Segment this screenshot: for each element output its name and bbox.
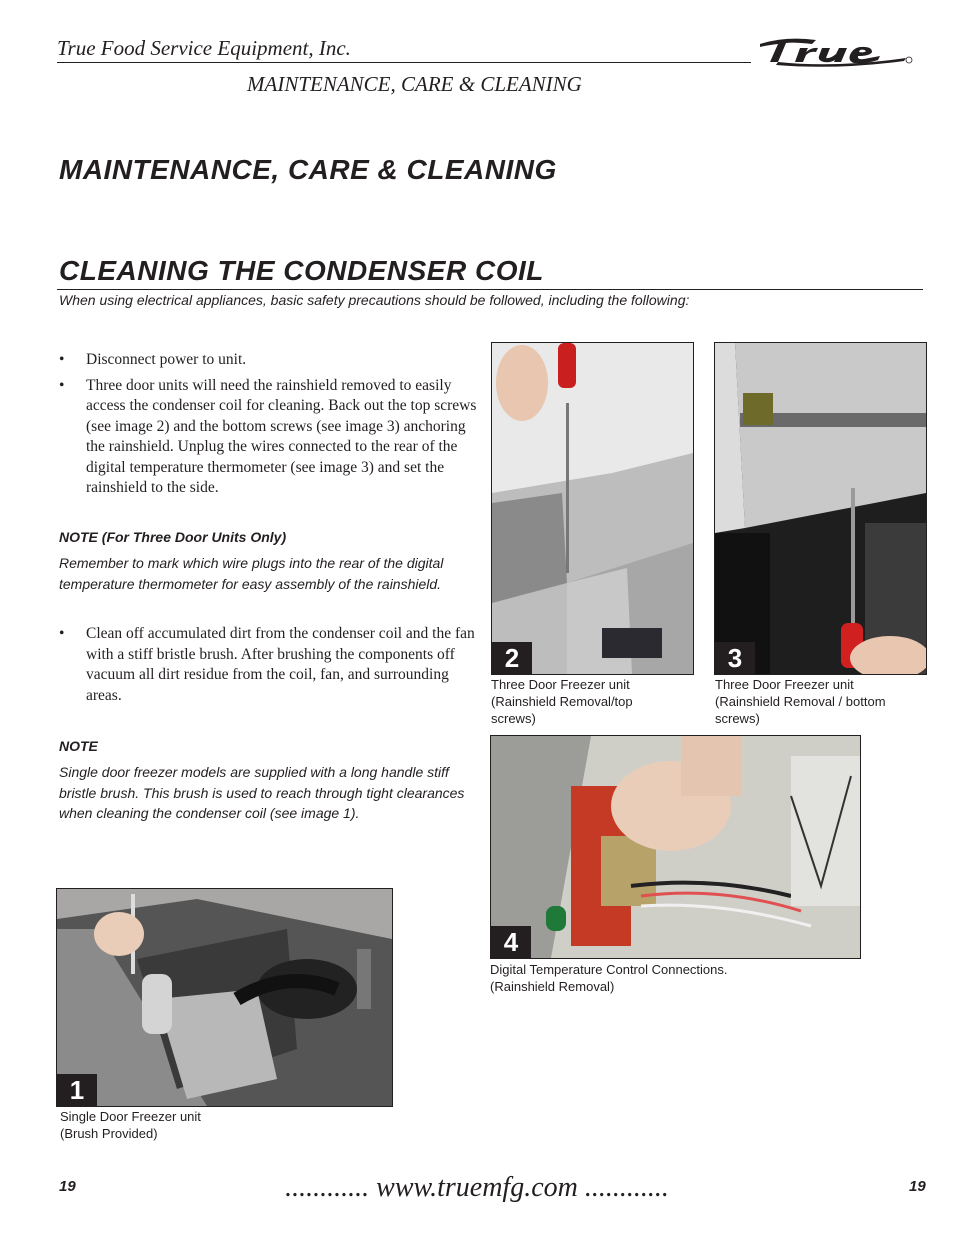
company-name: True Food Service Equipment, Inc. [57,36,351,60]
photo-rainshield-bottom-screws [714,342,927,675]
section-heading: CLEANING THE CONDENSER COIL [59,255,544,286]
section-rule [57,289,923,290]
header-rule [57,62,751,63]
bullet-list-1 [59,350,479,504]
caption-image-2: Three Door Freezer unit (Rainshield Removal/top screws) [491,677,633,726]
intro-text: When using electrical appliances, basic safety precautions should be followed, including the following: [59,292,690,308]
image-number-badge: 3 [715,642,755,674]
image-number-badge: 4 [491,926,531,958]
photo-temperature-control-connections [490,735,861,959]
footer-url[interactable]: ............ www.truemfg.com ............ [285,1172,669,1203]
true-logo-icon [756,32,916,68]
list-item: • Disconnect power to unit. [59,351,247,368]
note-1-title: NOTE (For Three Door Units Only) [59,529,287,545]
photo-brush-provided [56,888,393,1107]
image-number-badge: 1 [57,1074,97,1106]
note-1-body: Remember to mark which wire plugs into the rear of the digital temperature thermometer for easy assembly of the rainshield. [59,555,444,592]
page-number-left: 19 [59,1178,76,1195]
caption-image-1: Single Door Freezer unit (Brush Provided) [60,1109,201,1141]
page-subtitle: MAINTENANCE, CARE & CLEANING [247,72,582,96]
caption-image-3: Three Door Freezer unit (Rainshield Removal / bottom screws) [715,677,886,726]
photo-rainshield-top-screws [491,342,694,675]
caption-image-4: Digital Temperature Control Connections. (Rainshield Removal) [490,962,728,994]
page-number-right: 19 [909,1178,926,1195]
main-heading: MAINTENANCE, CARE & CLEANING [59,154,557,185]
list-item: • Clean off accumulated dirt from the condenser coil and the fan with a stiff bristle brush. After brushing the components off vacuum all dirt residue from the coil, fan, and surrounding areas. [59,625,475,704]
bullet-list-2 [59,624,479,711]
image-number-badge: 2 [492,642,532,674]
note-2-body: Single door freezer models are supplied with a long handle stiff bristle brush. This brush is used to reach through tight clearances when cleaning the condenser coil (see image 1). [59,764,465,821]
note-2-title: NOTE [59,738,98,754]
list-item: • Three door units will need the rainshield removed to easily access the condenser coil for cleaning. Back out the top screws (see image 2) and the bottom screws (see image 3) anchoring the rainshield. Unplug the wires connected to the rear of the digital temperature thermometer (see image 3) and set the rainshield to the side. [59,376,477,496]
